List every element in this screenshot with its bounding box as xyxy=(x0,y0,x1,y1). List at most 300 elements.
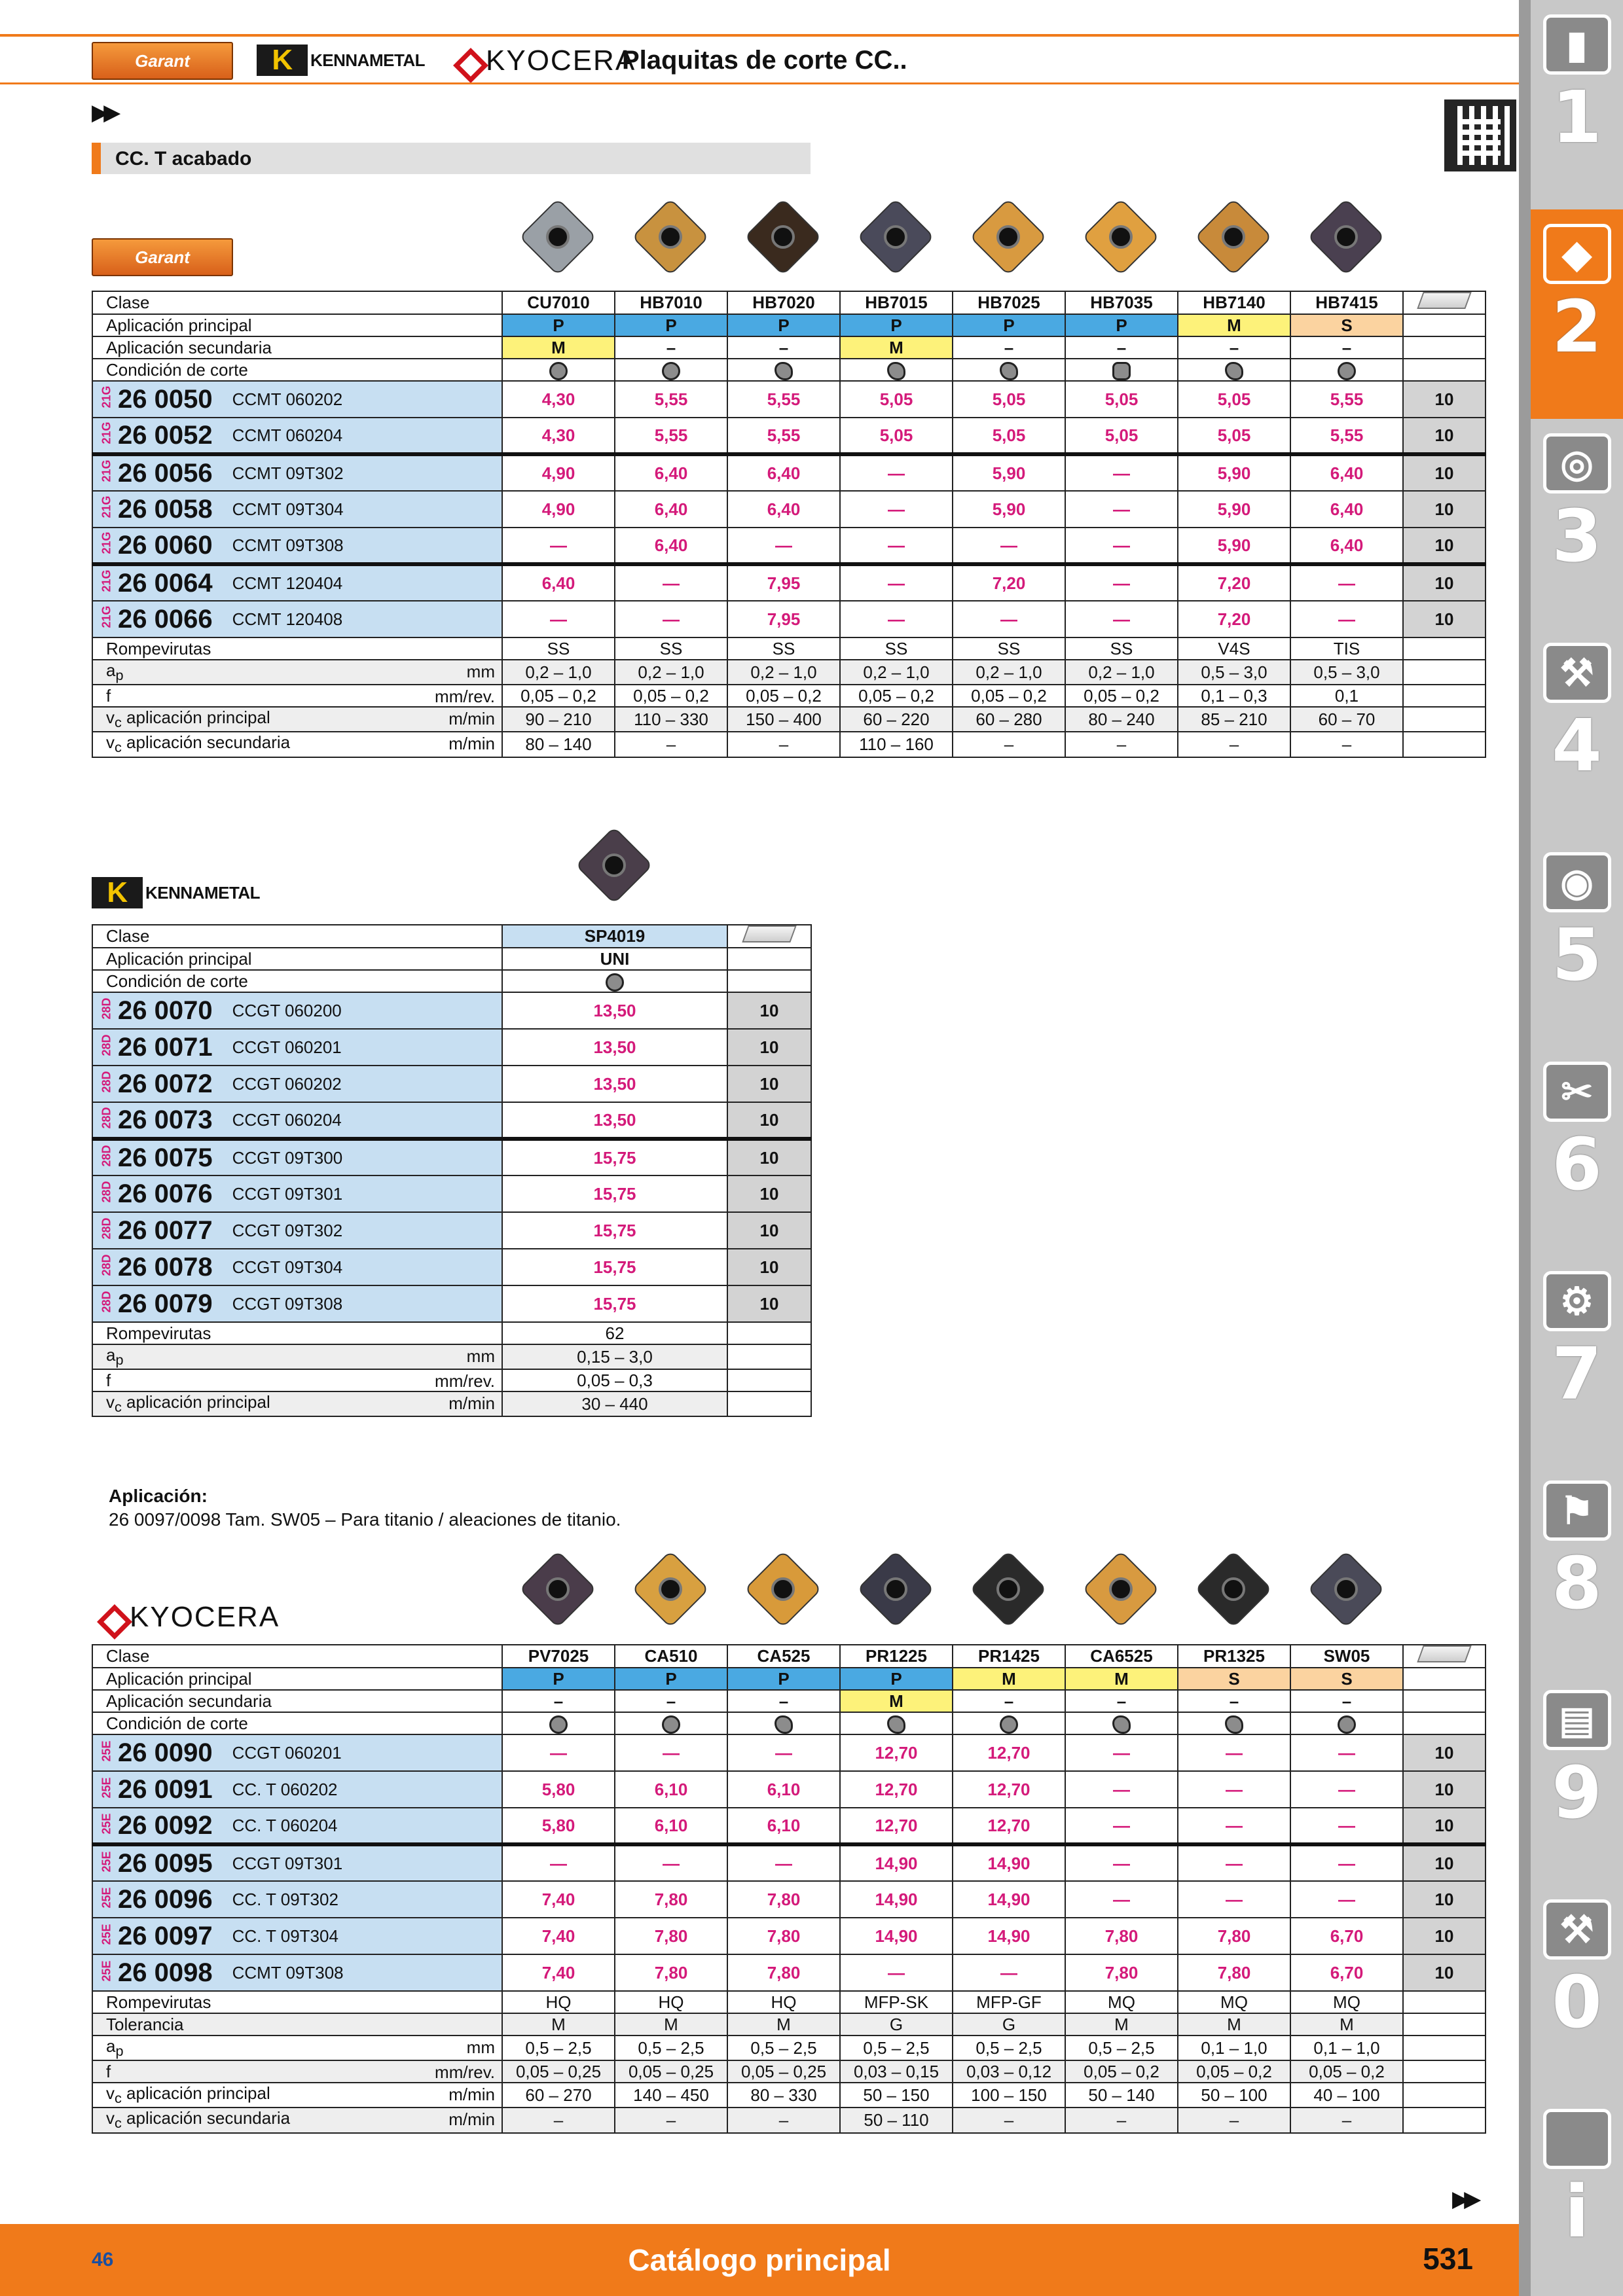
next-page-arrows-icon[interactable]: ▶▶ xyxy=(1452,2187,1476,2212)
designation: CCGT 060201 xyxy=(232,1742,342,1763)
price-cell: — xyxy=(1178,1734,1290,1771)
chapter-tab-5[interactable] xyxy=(1531,838,1623,1047)
param-value: 0,05 – 0,25 xyxy=(615,2060,727,2083)
pack-qty: 10 xyxy=(1403,454,1486,491)
chapter-tab-3[interactable] xyxy=(1531,419,1623,628)
kennametal-logo: K KENNAMETAL xyxy=(257,45,425,76)
group-code: 28D xyxy=(100,1144,113,1166)
param-value: HQ xyxy=(615,1991,727,2013)
price-cell: 7,80 xyxy=(1178,1918,1290,1954)
row-label: Condición de corte xyxy=(92,359,502,381)
chapter-number: 2 xyxy=(1552,285,1602,368)
product-code xyxy=(92,564,502,601)
cutting-condition-icon xyxy=(606,973,624,992)
product-code xyxy=(92,1771,502,1808)
chapter-icon: ▤ xyxy=(1543,1690,1611,1750)
insert-image xyxy=(519,198,597,276)
forward-arrows-icon: ▶▶ xyxy=(92,100,116,125)
param-value: SS xyxy=(727,637,840,660)
garant-table xyxy=(92,291,1486,758)
application-secondary: – xyxy=(1065,336,1178,359)
kyocera-table xyxy=(92,1644,1486,2134)
row-label: Clase xyxy=(92,1645,502,1668)
pack-qty: 10 xyxy=(727,1212,811,1249)
cutting-condition-icon xyxy=(1338,362,1356,380)
designation: CCMT 060202 xyxy=(232,389,343,409)
price-cell: 15,75 xyxy=(502,1212,727,1249)
chapter-tab-4[interactable] xyxy=(1531,628,1623,838)
price-cell: 5,55 xyxy=(615,418,727,454)
price-cell: 15,75 xyxy=(502,1285,727,1322)
param-value: SS xyxy=(953,637,1065,660)
price-cell: 6,40 xyxy=(615,491,727,528)
table-cell xyxy=(727,1322,811,1344)
price-cell: — xyxy=(1290,564,1403,601)
application-main: P xyxy=(840,1668,953,1690)
param-label: $v_c$ aplicación principal m/min xyxy=(92,1391,502,1416)
price-cell: 7,95 xyxy=(727,601,840,637)
row-label: Clase xyxy=(92,925,502,948)
price-cell: — xyxy=(1065,1844,1178,1881)
cutting-condition xyxy=(840,359,953,381)
application-text: 26 0097/0098 Tam. SW05 – Para titanio / aleaciones de titanio. xyxy=(109,1509,621,1530)
package-header xyxy=(727,925,811,948)
pack-qty: 10 xyxy=(727,1285,811,1322)
pack-qty: 10 xyxy=(727,1029,811,1066)
price-cell: 14,90 xyxy=(953,1881,1065,1918)
cutting-condition xyxy=(840,1712,953,1734)
pack-qty: 10 xyxy=(1403,418,1486,454)
article-number: 26 0060 xyxy=(118,530,213,560)
header-bottom-line xyxy=(0,82,1519,84)
price-cell: 14,90 xyxy=(953,1918,1065,1954)
article-number: 26 0096 xyxy=(118,1884,213,1914)
product-code xyxy=(92,1175,502,1212)
cutting-condition-icon xyxy=(1225,362,1243,380)
param-value: M xyxy=(1290,2013,1403,2036)
article-number: 26 0070 xyxy=(118,996,213,1025)
chapter-icon: ✂ xyxy=(1543,1062,1611,1122)
grade-header: HB7025 xyxy=(953,291,1065,314)
param-label: $v_c$ aplicación secundaria m/min xyxy=(92,732,502,757)
price-cell: 6,40 xyxy=(615,528,727,564)
application-main: M xyxy=(1178,314,1290,336)
param-value: M xyxy=(615,2013,727,2036)
param-label: $a_p$ mm xyxy=(92,660,502,685)
group-code: 25E xyxy=(100,1812,113,1834)
param-value: 150 – 400 xyxy=(727,707,840,732)
cutting-condition-icon xyxy=(1000,1715,1018,1734)
price-cell: 14,90 xyxy=(840,1844,953,1881)
price-cell: — xyxy=(1065,1734,1178,1771)
group-code: 28D xyxy=(100,997,113,1019)
price-cell: 5,05 xyxy=(953,418,1065,454)
price-cell: 5,05 xyxy=(1178,381,1290,418)
price-cell: 7,40 xyxy=(502,1954,615,1991)
article-number: 26 0052 xyxy=(118,420,213,450)
price-cell: 14,90 xyxy=(953,1844,1065,1881)
chapter-number: 3 xyxy=(1552,494,1602,578)
table-row xyxy=(92,1734,1486,1771)
product-code xyxy=(92,1918,502,1954)
cutting-condition-icon xyxy=(1112,1715,1131,1734)
price-cell: 7,80 xyxy=(727,1954,840,1991)
grade-header: PR1425 xyxy=(953,1645,1065,1668)
price-cell: — xyxy=(1290,1808,1403,1844)
application-main: S xyxy=(1290,314,1403,336)
price-cell: — xyxy=(1290,1881,1403,1918)
application-secondary: – xyxy=(502,1690,615,1712)
group-code: 25E xyxy=(100,1850,113,1872)
cutting-condition xyxy=(1065,359,1178,381)
grade-header: HB7415 xyxy=(1290,291,1403,314)
table-cell xyxy=(727,948,811,970)
price-cell: 6,40 xyxy=(1290,454,1403,491)
kyocera-mark-icon xyxy=(453,48,479,74)
param-value: 0,1 – 1,0 xyxy=(1178,2036,1290,2060)
price-cell: — xyxy=(1065,601,1178,637)
param-value: 0,05 – 0,2 xyxy=(502,685,615,707)
article-number: 26 0077 xyxy=(118,1215,213,1245)
param-value: 80 – 330 xyxy=(727,2083,840,2108)
chapter-number: 5 xyxy=(1552,913,1602,997)
cutting-condition-icon xyxy=(1112,362,1131,380)
param-label: f mm/rev. xyxy=(92,2060,502,2083)
insert-image xyxy=(1307,198,1385,276)
price-cell: — xyxy=(1065,1771,1178,1808)
insert-image xyxy=(744,1550,822,1628)
qr-code-icon xyxy=(1444,99,1516,171)
pack-qty: 10 xyxy=(727,1102,811,1139)
grade-header: CU7010 xyxy=(502,291,615,314)
table-cell xyxy=(1403,1668,1486,1690)
group-code: 28D xyxy=(100,1106,113,1128)
article-number: 26 0050 xyxy=(118,384,213,414)
table-row xyxy=(92,491,1486,528)
param-value: – xyxy=(615,2108,727,2132)
product-code xyxy=(92,1212,502,1249)
pack-qty: 10 xyxy=(1403,1808,1486,1844)
designation: CCMT 120404 xyxy=(232,573,343,593)
table-row xyxy=(92,601,1486,637)
table-cell xyxy=(1403,2060,1486,2083)
package-icon xyxy=(1417,1645,1471,1662)
chapter-tab-2[interactable] xyxy=(1531,209,1623,419)
article-number: 26 0098 xyxy=(118,1958,213,1987)
param-value: 0,1 – 1,0 xyxy=(1290,2036,1403,2060)
price-cell: 5,55 xyxy=(1290,418,1403,454)
param-value: – xyxy=(727,732,840,757)
param-label: Rompevirutas xyxy=(92,1322,502,1344)
price-cell: 7,40 xyxy=(502,1881,615,1918)
price-cell: 6,10 xyxy=(615,1808,727,1844)
price-cell: — xyxy=(840,601,953,637)
price-cell: 7,80 xyxy=(615,1954,727,1991)
application-main: P xyxy=(840,314,953,336)
price-cell: 6,70 xyxy=(1290,1954,1403,1991)
param-value: – xyxy=(727,2108,840,2132)
price-cell: — xyxy=(840,1954,953,1991)
price-cell: 12,70 xyxy=(840,1734,953,1771)
param-value: 110 – 330 xyxy=(615,707,727,732)
product-code xyxy=(92,1249,502,1285)
param-value: – xyxy=(615,732,727,757)
table-cell xyxy=(1403,359,1486,381)
product-code xyxy=(92,1954,502,1991)
price-cell: 12,70 xyxy=(840,1808,953,1844)
product-code xyxy=(92,1808,502,1844)
table-cell xyxy=(1403,1712,1486,1734)
chapter-tab-7[interactable] xyxy=(1531,1257,1623,1466)
designation: CCGT 060202 xyxy=(232,1073,342,1094)
price-cell: 5,90 xyxy=(1178,528,1290,564)
table-cell xyxy=(1403,2083,1486,2108)
grade-header: PR1225 xyxy=(840,1645,953,1668)
price-cell: 4,30 xyxy=(502,381,615,418)
param-value: 60 – 280 xyxy=(953,707,1065,732)
insert-image xyxy=(969,198,1048,276)
param-value: 0,05 – 0,2 xyxy=(1290,2060,1403,2083)
price-cell: — xyxy=(1290,1734,1403,1771)
param-value: 100 – 150 xyxy=(953,2083,1065,2108)
application-title: Aplicación: xyxy=(109,1486,208,1506)
cutting-condition xyxy=(953,1712,1065,1734)
param-value: SS xyxy=(502,637,615,660)
cutting-condition xyxy=(1290,1712,1403,1734)
article-number: 26 0079 xyxy=(118,1289,213,1318)
price-cell: 5,90 xyxy=(1178,454,1290,491)
chapter-tab-9[interactable] xyxy=(1531,1676,1623,1885)
price-cell: 5,90 xyxy=(1178,491,1290,528)
designation: CCMT 120408 xyxy=(232,609,343,629)
price-cell: 12,70 xyxy=(953,1734,1065,1771)
table-cell xyxy=(1403,2108,1486,2132)
grade-header: HB7140 xyxy=(1178,291,1290,314)
group-code: 28D xyxy=(100,1033,113,1056)
article-number: 26 0066 xyxy=(118,604,213,634)
price-cell: — xyxy=(1290,1771,1403,1808)
param-value: 0,05 – 0,25 xyxy=(502,2060,615,2083)
group-code: 25E xyxy=(100,1960,113,1981)
pack-qty: 10 xyxy=(1403,491,1486,528)
table-row xyxy=(92,1954,1486,1991)
param-value: – xyxy=(1065,732,1178,757)
cutting-condition-icon xyxy=(549,1715,568,1734)
designation: CCMT 09T304 xyxy=(232,499,344,519)
group-code: 28D xyxy=(100,1180,113,1202)
application-secondary: – xyxy=(1178,336,1290,359)
insert-image xyxy=(1307,1550,1385,1628)
price-cell: — xyxy=(1178,1844,1290,1881)
param-value: MQ xyxy=(1178,1991,1290,2013)
article-number: 26 0090 xyxy=(118,1738,213,1767)
application-main: P xyxy=(502,314,615,336)
insert-image xyxy=(1194,1550,1273,1628)
price-cell: — xyxy=(1178,1808,1290,1844)
param-value: 0,03 – 0,12 xyxy=(953,2060,1065,2083)
cutting-condition xyxy=(1178,359,1290,381)
price-cell: 5,05 xyxy=(953,381,1065,418)
param-value: V4S xyxy=(1178,637,1290,660)
cutting-condition xyxy=(502,359,615,381)
article-number: 26 0058 xyxy=(118,494,213,524)
insert-image xyxy=(969,1550,1048,1628)
cutting-condition xyxy=(502,1712,615,1734)
param-value: – xyxy=(1290,732,1403,757)
price-cell: — xyxy=(727,528,840,564)
table-row xyxy=(92,418,1486,454)
application-main: P xyxy=(953,314,1065,336)
pack-qty: 10 xyxy=(1403,1918,1486,1954)
garant-logo: Garant xyxy=(92,42,233,80)
chapter-tab-1[interactable] xyxy=(1531,0,1623,209)
param-value: 0,2 – 1,0 xyxy=(840,660,953,685)
price-cell: 5,55 xyxy=(727,381,840,418)
insert-image xyxy=(856,198,935,276)
product-code xyxy=(92,418,502,454)
price-cell: 12,70 xyxy=(840,1771,953,1808)
table-cell xyxy=(727,970,811,992)
application-secondary: M xyxy=(502,336,615,359)
application-main: P xyxy=(502,1668,615,1690)
param-value: 0,2 – 1,0 xyxy=(1065,660,1178,685)
group-code: 28D xyxy=(100,1217,113,1239)
chapter-icon: ⚑ xyxy=(1543,1480,1611,1541)
param-value: 0,5 – 2,5 xyxy=(615,2036,727,2060)
price-cell: — xyxy=(1178,1881,1290,1918)
price-cell: 5,05 xyxy=(1065,418,1178,454)
price-cell: 13,50 xyxy=(502,1066,727,1102)
price-cell: — xyxy=(1290,1844,1403,1881)
price-cell: — xyxy=(502,1844,615,1881)
chapter-tab-8[interactable] xyxy=(1531,1466,1623,1676)
chapter-number: i xyxy=(1564,2170,1590,2253)
pack-qty: 10 xyxy=(727,992,811,1029)
table-cell xyxy=(1403,1991,1486,2013)
price-cell: 6,40 xyxy=(615,454,727,491)
designation: CCGT 060200 xyxy=(232,1000,342,1020)
insert-image xyxy=(1082,198,1160,276)
kennametal-insert-image xyxy=(575,826,653,905)
application-main: UNI xyxy=(502,948,727,970)
application-secondary: – xyxy=(1290,1690,1403,1712)
table-cell xyxy=(1403,732,1486,757)
param-value: M xyxy=(727,2013,840,2036)
price-cell: 6,10 xyxy=(727,1808,840,1844)
param-value: 80 – 240 xyxy=(1065,707,1178,732)
price-cell: 14,90 xyxy=(840,1881,953,1918)
param-value: – xyxy=(1065,2108,1178,2132)
chapter-icon: ◉ xyxy=(1543,852,1611,912)
pack-qty: 10 xyxy=(727,1139,811,1175)
param-value: M xyxy=(502,2013,615,2036)
grade-header: SW05 xyxy=(1290,1645,1403,1668)
table-row xyxy=(92,381,1486,418)
param-value: 62 xyxy=(502,1322,727,1344)
chapter-tab-0[interactable] xyxy=(1531,1885,1623,2094)
price-cell: 13,50 xyxy=(502,992,727,1029)
param-value: M xyxy=(1065,2013,1178,2036)
param-value: 50 – 140 xyxy=(1065,2083,1178,2108)
price-cell: — xyxy=(840,491,953,528)
group-code: 28D xyxy=(100,1253,113,1276)
param-value: 0,5 – 2,5 xyxy=(1065,2036,1178,2060)
price-cell: — xyxy=(840,564,953,601)
param-value: 60 – 70 xyxy=(1290,707,1403,732)
param-value: 50 – 100 xyxy=(1178,2083,1290,2108)
package-icon xyxy=(1417,292,1471,309)
table-row xyxy=(92,564,1486,601)
article-number: 26 0076 xyxy=(118,1179,213,1208)
price-cell: — xyxy=(953,528,1065,564)
cutting-condition-icon xyxy=(887,362,905,380)
chapter-icon: ⚒ xyxy=(1543,1899,1611,1960)
grade-header: HB7010 xyxy=(615,291,727,314)
designation: CCMT 09T308 xyxy=(232,535,344,555)
param-value: SS xyxy=(840,637,953,660)
price-cell: — xyxy=(1065,528,1178,564)
price-cell: — xyxy=(1065,1808,1178,1844)
row-clase xyxy=(92,1645,1486,1668)
price-cell: 5,90 xyxy=(953,491,1065,528)
param-value: 0,15 – 3,0 xyxy=(502,1344,727,1369)
price-cell: — xyxy=(1178,1771,1290,1808)
param-value: 0,05 – 0,2 xyxy=(615,685,727,707)
param-value: 0,05 – 0,2 xyxy=(727,685,840,707)
price-cell: — xyxy=(727,1734,840,1771)
price-cell: 12,70 xyxy=(953,1771,1065,1808)
designation: CCGT 09T301 xyxy=(232,1853,343,1873)
param-value: 60 – 270 xyxy=(502,2083,615,2108)
chapter-number: 0 xyxy=(1552,1960,1602,2044)
insert-image xyxy=(744,198,822,276)
param-value: 0,03 – 0,15 xyxy=(840,2060,953,2083)
designation: CCGT 060201 xyxy=(232,1037,342,1057)
cutting-condition-icon xyxy=(1338,1715,1356,1734)
chapter-tab-6[interactable] xyxy=(1531,1047,1623,1257)
insert-image xyxy=(519,1550,597,1628)
package-header xyxy=(1403,291,1486,314)
param-value: 0,05 – 0,2 xyxy=(840,685,953,707)
application-secondary: M xyxy=(840,336,953,359)
param-value: 0,1 – 0,3 xyxy=(1178,685,1290,707)
group-code: 21G xyxy=(100,421,113,444)
param-value: 0,5 – 3,0 xyxy=(1178,660,1290,685)
param-value: 30 – 440 xyxy=(502,1391,727,1416)
chapter-number: 6 xyxy=(1552,1122,1602,1206)
price-cell: — xyxy=(840,528,953,564)
price-cell: 7,80 xyxy=(727,1918,840,1954)
cutting-condition-icon xyxy=(549,362,568,380)
param-value: 50 – 150 xyxy=(840,2083,953,2108)
article-number: 26 0073 xyxy=(118,1105,213,1134)
param-value: 90 – 210 xyxy=(502,707,615,732)
chapter-number: 4 xyxy=(1552,704,1602,787)
price-cell: — xyxy=(1065,491,1178,528)
price-cell: — xyxy=(1065,564,1178,601)
grade-header: PV7025 xyxy=(502,1645,615,1668)
price-cell: 4,30 xyxy=(502,418,615,454)
cutting-condition xyxy=(727,1712,840,1734)
table-cell xyxy=(1403,660,1486,685)
price-cell: 6,40 xyxy=(727,454,840,491)
designation: CC. T 060204 xyxy=(232,1815,338,1835)
price-cell: 4,90 xyxy=(502,454,615,491)
cutting-condition xyxy=(1178,1712,1290,1734)
param-value: MFP-SK xyxy=(840,1991,953,2013)
chapter-tab-i[interactable] xyxy=(1531,2094,1623,2296)
param-label: f mm/rev. xyxy=(92,1369,502,1391)
